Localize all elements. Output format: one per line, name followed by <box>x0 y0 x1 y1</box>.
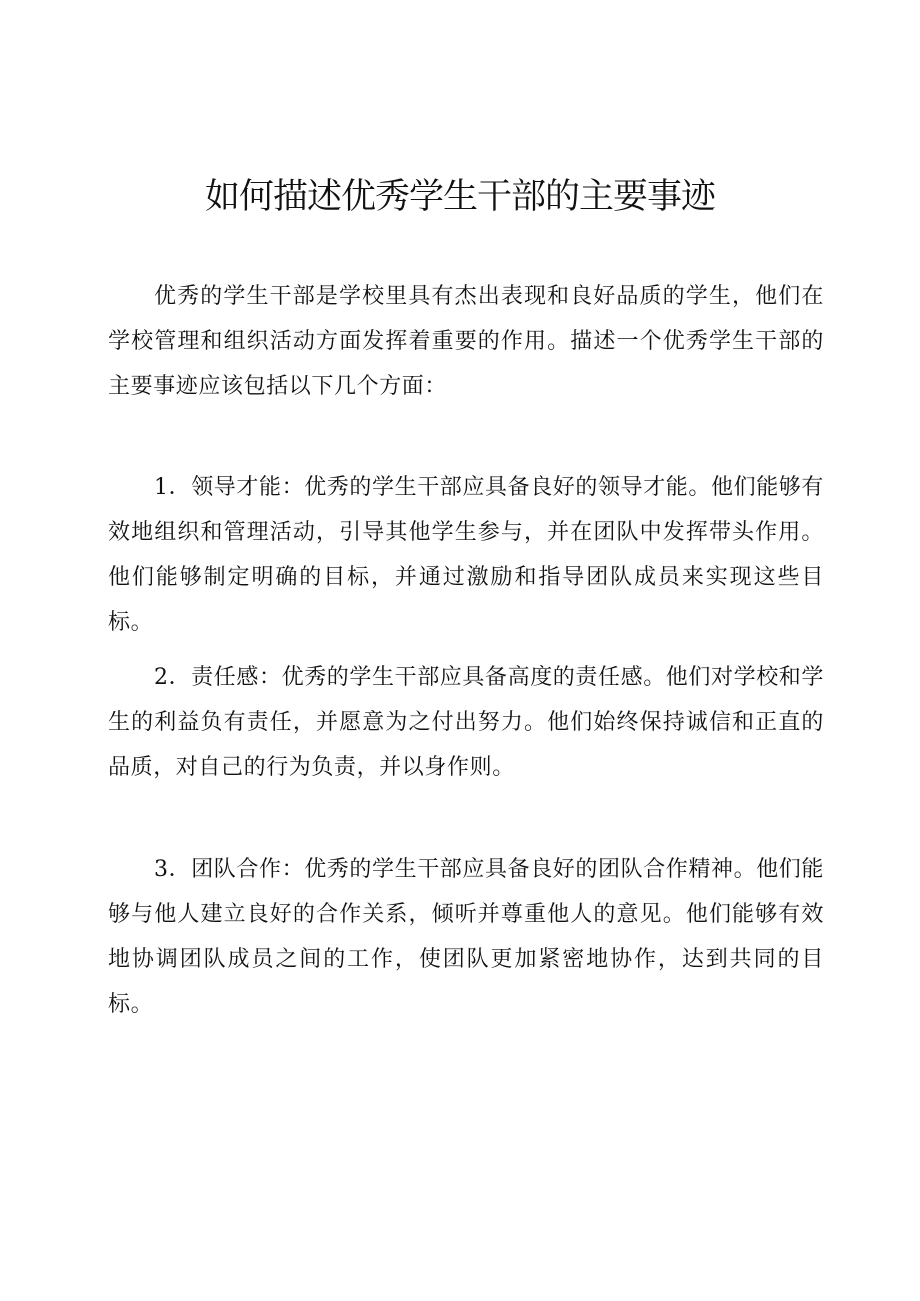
list-item-responsibility: 2．责任感：优秀的学生干部应具备高度的责任感。他们对学校和学生的利益负有责任，并愿意为之付出努力。他们始终保持诚信和正直的品质，对自己的行为负责，并以身作则。 <box>108 665 824 780</box>
list-item-leadership: 1．领导才能：优秀的学生干部应具备良好的领导才能。他们能够有效地组织和管理活动，引导其他学生参与，并在团队中发挥带头作用。他们能够制定明确的目标，并通过激励和指导团队成员来实现这些目标。 <box>108 475 824 635</box>
intro-paragraph: 优秀的学生干部是学校里具有杰出表现和良好品质的学生，他们在学校管理和组织活动方面发挥着重要的作用。描述一个优秀学生干部的主要事迹应该包括以下几个方面： <box>108 284 824 399</box>
list-item-teamwork: 3．团队合作：优秀的学生干部应具备良好的团队合作精神。他们能够与他人建立良好的合作关系，倾听并尊重他人的意见。他们能够有效地协调团队成员之间的工作，使团队更加紧密地协作，达到共同的目标。 <box>108 857 824 1017</box>
document-title: 如何描述优秀学生干部的主要事迹 <box>204 177 715 217</box>
